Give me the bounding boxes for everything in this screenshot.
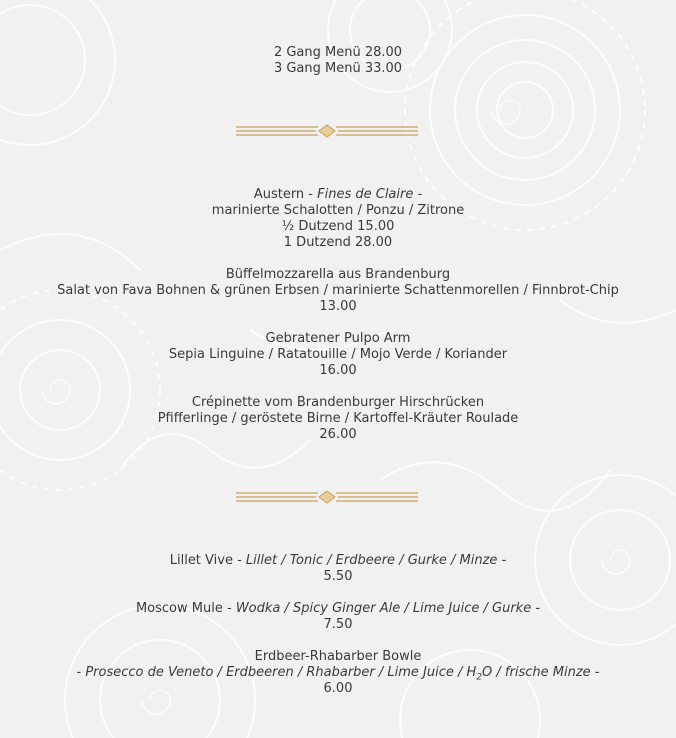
bowle-ingredients-suffix: O / frische Minze - [482,665,600,680]
lillet-ingredients: Lillet / Tonic / Erdbeere / Gurke / Minze - [245,553,507,568]
oyster-title [0,187,676,203]
mule-title [0,601,676,617]
oyster-price-half: ½ Dutzend 15.00 [281,219,395,234]
mule-name: Moscow Mule - [135,601,236,616]
oyster-dash: - [413,187,423,202]
octopus-price: 16.00 [319,363,357,378]
mule-item [0,601,676,633]
mozzarella-price: 13.00 [319,299,357,314]
bowle-item [0,649,676,697]
oyster-name: Austern - [253,187,318,202]
venison-price: 26.00 [319,427,357,442]
mozzarella-item [0,267,676,315]
drinks-section [0,553,676,697]
bowle-ingredients-prefix: - Prosecco de Veneto / Erdbeeren / Rhabarber / Lime Juice / H [76,665,477,680]
mule-price: 7.50 [323,617,353,632]
bowle-name: Erdbeer-Rhabarber Bowle [254,649,422,664]
mozzarella-description: Salat von Fava Bohnen & grünen Erbsen / marinierte Schattenmorellen / Finnbrot-Chip [57,283,619,298]
octopus-description: Sepia Linguine / Ratatouille / Mojo Verde / Koriander [168,347,508,362]
octopus-item [0,331,676,379]
lillet-price: 5.50 [323,569,353,584]
bowle-ingredients [0,665,676,681]
lillet-title [0,553,676,569]
three-course-price: 3 Gang Menü 33.00 [273,61,403,76]
octopus-name: Gebratener Pulpo Arm [265,331,411,346]
mule-ingredients: Wodka / Spicy Ginger Ale / Lime Juice / Gurke - [235,601,541,616]
gold-ornament-divider [236,123,418,139]
lillet-name: Lillet Vive - [169,553,246,568]
venison-item [0,395,676,443]
menu-prices [0,45,676,77]
bowle-ingredients-sub: 2 [476,672,483,683]
lillet-item [0,553,676,585]
oyster-variety: Fines de Claire [317,187,414,202]
oyster-item [0,187,676,251]
venison-name: Crépinette vom Brandenburger Hirschrücken [191,395,485,410]
oyster-description: marinierte Schalotten / Ponzu / Zitrone [211,203,465,218]
oyster-price-full: 1 Dutzend 28.00 [283,235,393,250]
mozzarella-name: Büffelmozzarella aus Brandenburg [225,267,451,282]
bowle-price: 6.00 [323,681,353,696]
gold-ornament-divider-2 [236,489,418,505]
venison-description: Pfifferlinge / geröstete Birne / Kartoffel-Kräuter Roulade [157,411,519,426]
starters-section [0,187,676,443]
two-course-price: 2 Gang Menü 28.00 [273,45,403,60]
